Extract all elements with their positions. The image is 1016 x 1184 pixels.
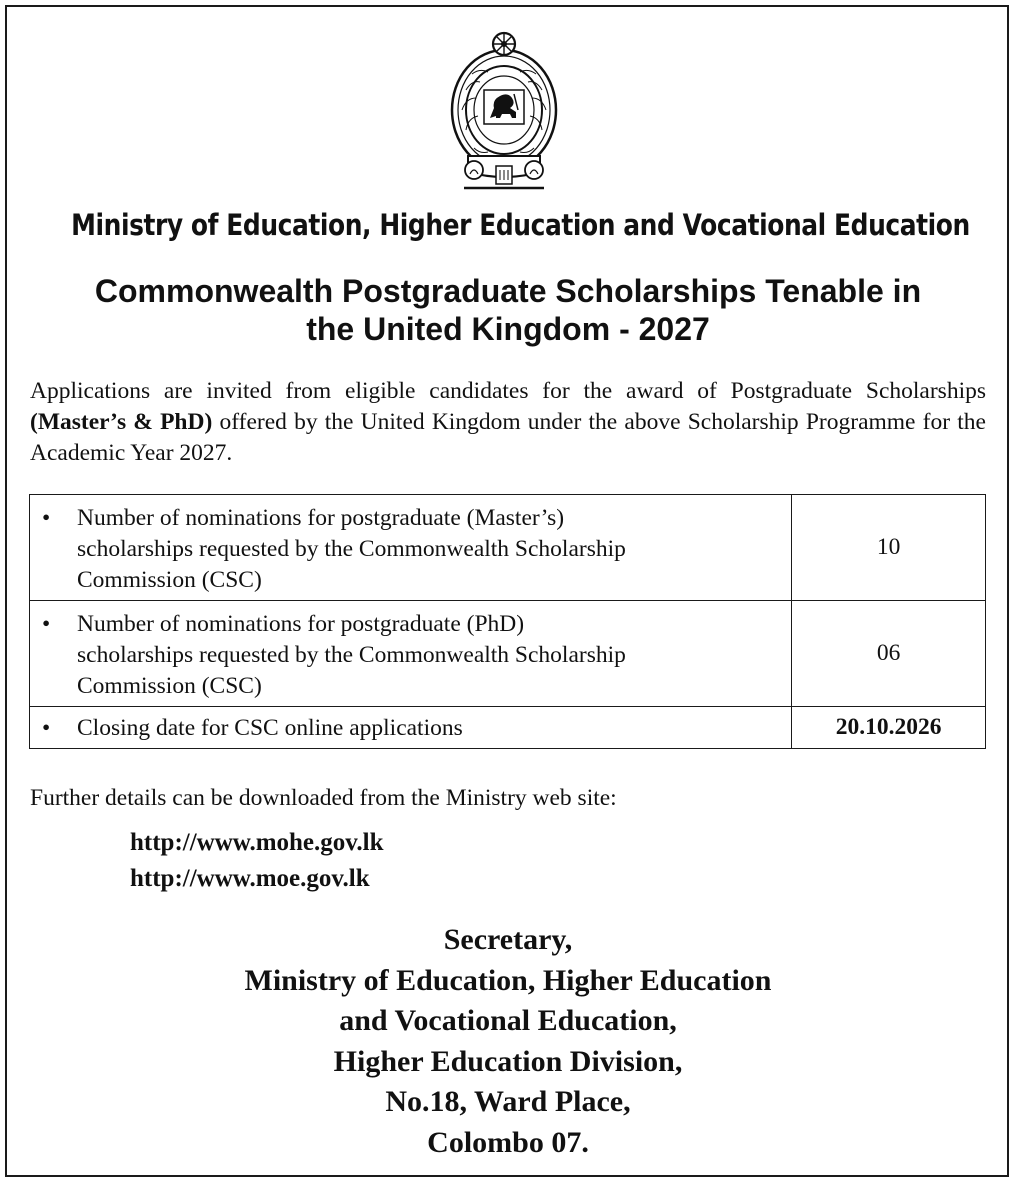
scholarship-info-table: [29, 494, 986, 749]
bullet-icon: •: [42, 611, 51, 637]
description-line: Commission (CSC): [77, 567, 262, 593]
closing-date-value: 20.10.2026: [792, 707, 986, 749]
description-line: Number of nominations for postgraduate (PhD): [77, 611, 525, 637]
table-cell-description: [30, 601, 792, 707]
intro-paragraph: [30, 376, 986, 469]
address-line: Colombo 07.: [427, 1125, 589, 1159]
table-row: [30, 495, 986, 601]
table-row: [30, 707, 986, 749]
address-line: Ministry of Education, Higher Education: [244, 963, 772, 997]
address-line: and Vocational Education,: [339, 1004, 677, 1037]
website-links: [130, 825, 384, 897]
description-line: scholarships requested by the Commonwealth Scholarship: [77, 642, 626, 668]
notice-title: [40, 272, 976, 348]
address-line: Higher Education Division,: [333, 1044, 683, 1078]
bullet-icon: •: [42, 715, 51, 741]
description-line: Closing date for CSC online applications: [77, 715, 463, 741]
description-line: Commission (CSC): [77, 673, 262, 699]
table-cell-value: 10: [792, 495, 986, 601]
title-line-2: the United Kingdom - 2027: [306, 311, 710, 347]
description-line: scholarships requested by the Commonwealth Scholarship: [77, 536, 626, 562]
intro-bold-degrees: (Master’s & PhD): [30, 409, 213, 435]
further-details-text: Further details can be downloaded from the Ministry web site:: [30, 785, 617, 811]
table-cell-value: 06: [792, 601, 986, 707]
title-line-1: Commonwealth Postgraduate Scholarships Tenable in: [94, 273, 922, 309]
intro-text-2: offered by the United Kingdom under the above Scholarship Programme for the Academic Year 2027.: [30, 409, 986, 466]
address-line: Secretary,: [443, 923, 573, 956]
ministry-heading: Ministry of Education, Higher Education and Vocational Education: [71, 208, 970, 242]
table-row: [30, 601, 986, 707]
website-link[interactable]: http://www.mohe.gov.lk: [130, 829, 384, 856]
table-cell-description: [30, 707, 792, 749]
address-line: No.18, Ward Place,: [385, 1085, 631, 1118]
bullet-icon: •: [42, 505, 51, 531]
table-cell-description: [30, 495, 792, 601]
sri-lanka-emblem-icon: [448, 30, 560, 194]
website-link[interactable]: http://www.moe.gov.lk: [130, 865, 370, 892]
intro-text-1: Applications are invited from eligible candidates for the award of Postgraduate Scholarships: [30, 378, 986, 404]
secretary-address: [0, 920, 1016, 1163]
description-line: Number of nominations for postgraduate (Master’s): [77, 505, 565, 531]
